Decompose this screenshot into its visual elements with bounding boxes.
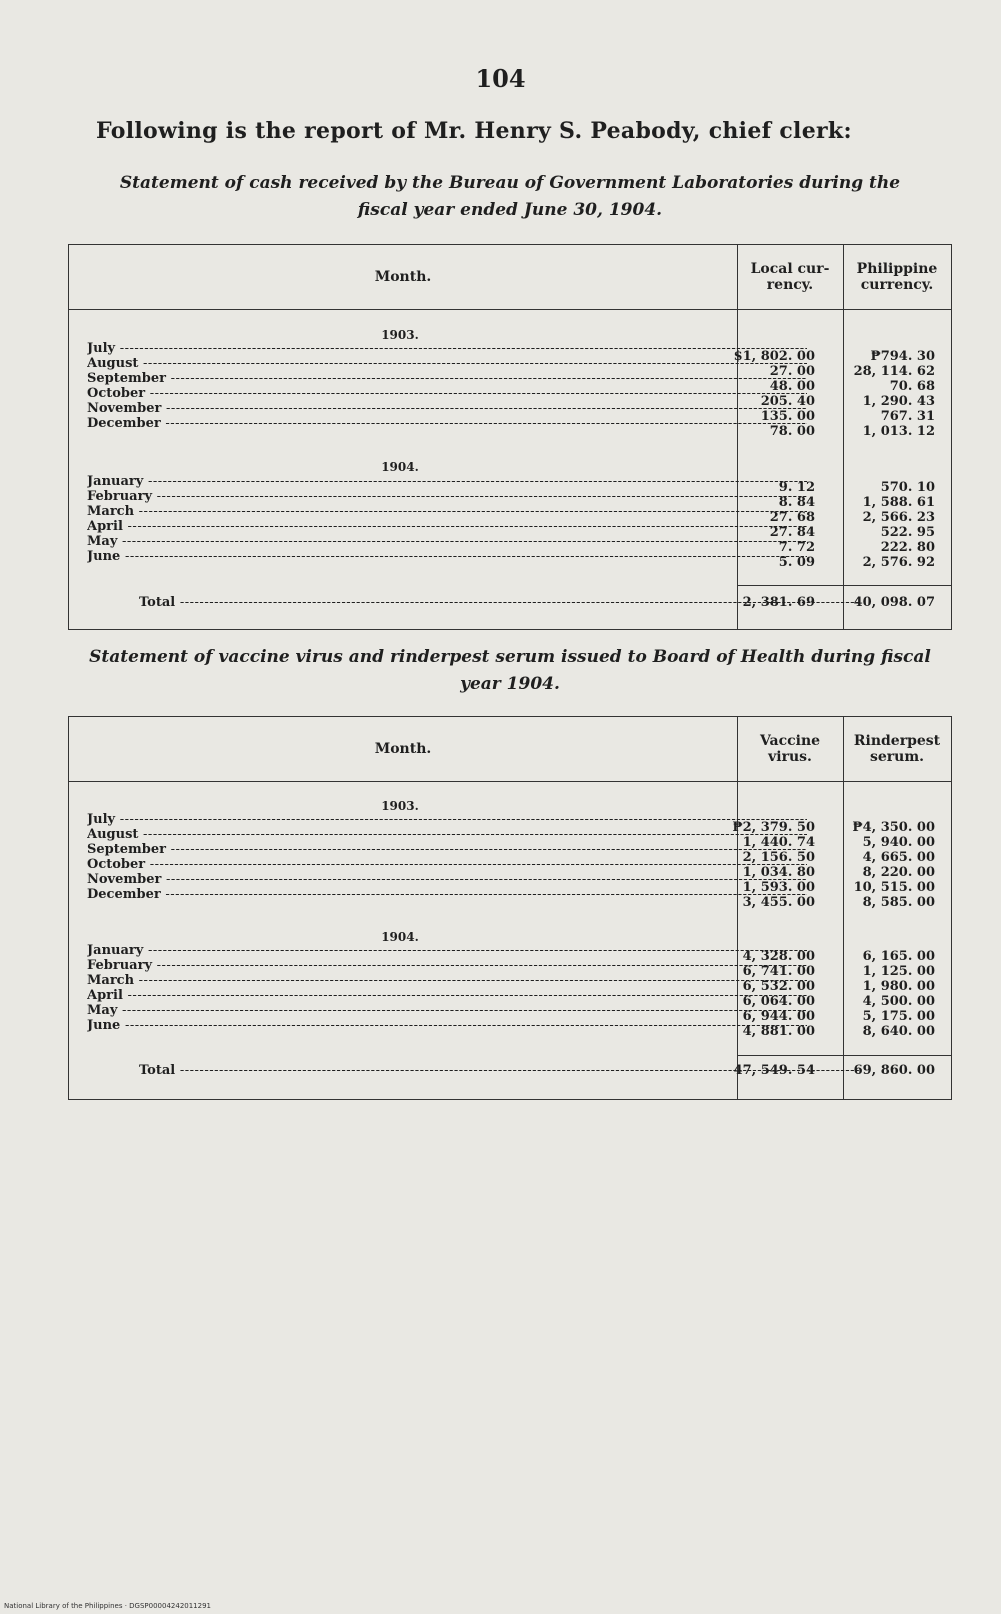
table2-caption-line1: Statement of vaccine virus and rinderpest serum issued to Board of Health during fiscal (89, 647, 931, 667)
row-month: October ----- (87, 386, 807, 402)
row-value-b: 1, 980. 00 (862, 979, 935, 994)
row-month: May ----- (87, 534, 807, 550)
row-value-a: 1, 440. 74 (742, 835, 815, 850)
table2-header (69, 717, 951, 782)
table2-col-vaccine-virus: Vaccine virus. (759, 733, 821, 765)
row-month: February ----- (87, 958, 807, 974)
row-month: April ----- (87, 519, 807, 535)
table1-col-local-currency: Local cur-rency. (750, 261, 830, 293)
row-value-b: 222. 80 (880, 540, 935, 555)
row-value-b: 10, 515. 00 (853, 880, 935, 895)
table-row (69, 504, 951, 525)
row-month: January ----- (87, 474, 807, 490)
row-value-b: 8, 640. 00 (862, 1024, 935, 1039)
row-value-a: 1, 593. 00 (742, 880, 815, 895)
row-value-b: ₱794. 30 (870, 349, 935, 364)
report-heading: Following is the report of Mr. Henry S. Peabody, chief clerk: (96, 118, 852, 144)
row-value-a: 78. 00 (769, 424, 815, 439)
row-value-a: 5. 09 (778, 555, 815, 570)
row-month: August ----- (87, 827, 807, 843)
table-row (69, 887, 951, 910)
row-month: September ----- (87, 842, 807, 858)
row-value-b: 1, 588. 61 (862, 495, 935, 510)
row-value-b: 70. 68 (889, 379, 935, 394)
row-month: February ----- (87, 489, 807, 505)
row-value-b: 4, 500. 00 (862, 994, 935, 1009)
table1-total-label: Total ----- (139, 595, 859, 611)
row-value-b: 2, 576. 92 (862, 555, 935, 570)
row-value-a: 8. 84 (778, 495, 815, 510)
table2-caption-line2: year 1904. (460, 674, 560, 694)
row-month: April ----- (87, 988, 807, 1004)
table-row (69, 549, 951, 570)
row-month: March ----- (87, 504, 807, 520)
row-month: July ----- (87, 812, 807, 828)
table2-total-rinderpest: 69, 860. 00 (853, 1063, 935, 1078)
row-value-b: 28, 114. 62 (853, 364, 935, 379)
footer-credit: National Library of the Philippines · DGSP00004242011291 (4, 1602, 211, 1610)
table1-total-philippine: 40, 098. 07 (853, 595, 935, 610)
table1-caption-line1: Statement of cash received by the Bureau of Government Laboratories during the (119, 173, 901, 193)
row-value-a: 6, 741. 00 (742, 964, 815, 979)
row-month: November ----- (87, 401, 807, 417)
row-month: June ----- (87, 549, 807, 565)
table2-total-vaccine: 47, 549. 54 (733, 1063, 815, 1078)
row-value-a: 6, 064. 00 (742, 994, 815, 1009)
row-value-b: 522. 95 (880, 525, 935, 540)
table1-year-1903: 1903. (381, 328, 419, 342)
row-value-b: 5, 175. 00 (862, 1009, 935, 1024)
table-row (69, 943, 951, 964)
table1-year-1904: 1904. (381, 460, 419, 474)
page-number: 104 (475, 64, 526, 93)
row-value-a: 6, 944. 00 (742, 1009, 815, 1024)
row-month: October ----- (87, 857, 807, 873)
table-row (69, 1018, 951, 1039)
row-value-a: 9. 12 (778, 480, 815, 495)
row-value-b: 570. 10 (880, 480, 935, 495)
row-value-a: 48. 00 (769, 379, 815, 394)
row-month: January ----- (87, 943, 807, 959)
vaccine-serum-table (68, 716, 952, 1100)
table2-col-month: Month. (374, 741, 432, 757)
row-value-a: 205. 40 (760, 394, 815, 409)
row-value-a: 4, 881. 00 (742, 1024, 815, 1039)
row-value-b: 2, 566. 23 (862, 510, 935, 525)
row-value-b: 8, 220. 00 (862, 865, 935, 880)
table1-total-row (69, 595, 951, 611)
table1-col-philippine-currency: Philippine currency. (856, 261, 938, 293)
table1-header (69, 245, 951, 310)
row-value-b: 1, 125. 00 (862, 964, 935, 979)
row-value-a: 135. 00 (760, 409, 815, 424)
table2-total-row (69, 1063, 951, 1079)
row-value-a: 3, 455. 00 (742, 895, 815, 910)
row-month: November ----- (87, 872, 807, 888)
row-month: May ----- (87, 1003, 807, 1019)
table-row (69, 474, 951, 495)
row-month: July ----- (87, 341, 807, 357)
table1-caption (60, 170, 960, 224)
row-value-b: 1, 013. 12 (862, 424, 935, 439)
table1-total-local: 2, 381. 69 (742, 595, 815, 610)
table2-total-label: Total ----- (139, 1063, 859, 1079)
table-row (69, 958, 951, 979)
table2-year-1903: 1903. (381, 799, 419, 813)
row-value-b: 8, 585. 00 (862, 895, 935, 910)
cash-received-table (68, 244, 952, 630)
row-value-b: 1, 290. 43 (862, 394, 935, 409)
row-value-b: 5, 940. 00 (862, 835, 935, 850)
row-value-b: 6, 165. 00 (862, 949, 935, 964)
table-row (69, 519, 951, 540)
row-month: August ----- (87, 356, 807, 372)
row-month: March ----- (87, 973, 807, 989)
row-value-b: ₱4, 350. 00 (852, 820, 935, 835)
row-value-a: 27. 84 (769, 525, 815, 540)
row-value-a: ₱2, 379. 50 (732, 820, 815, 835)
row-month: September ----- (87, 371, 807, 387)
row-month: December ----- (87, 416, 807, 432)
row-value-a: 27. 00 (769, 364, 815, 379)
row-value-a: $1, 802. 00 (733, 349, 815, 364)
row-month: December ----- (87, 887, 807, 903)
row-value-a: 4, 328. 00 (742, 949, 815, 964)
table-row (69, 489, 951, 510)
table2-caption (60, 644, 960, 698)
row-value-a: 2, 156. 50 (742, 850, 815, 865)
row-value-a: 6, 532. 00 (742, 979, 815, 994)
table-row (69, 988, 951, 1009)
table1-col-month: Month. (374, 269, 432, 285)
table1-caption-line2: fiscal year ended June 30, 1904. (357, 200, 663, 220)
row-month: June ----- (87, 1018, 807, 1034)
table-row (69, 1003, 951, 1024)
table-row (69, 973, 951, 994)
row-value-a: 27. 68 (769, 510, 815, 525)
row-value-a: 7. 72 (778, 540, 815, 555)
row-value-b: 4, 665. 00 (862, 850, 935, 865)
table2-col-rinderpest-serum: Rinderpest serum. (853, 733, 941, 765)
row-value-a: 1, 034. 80 (742, 865, 815, 880)
row-value-b: 767. 31 (880, 409, 935, 424)
table-row (69, 534, 951, 555)
table-row (69, 416, 951, 439)
table2-year-1904: 1904. (381, 930, 419, 944)
